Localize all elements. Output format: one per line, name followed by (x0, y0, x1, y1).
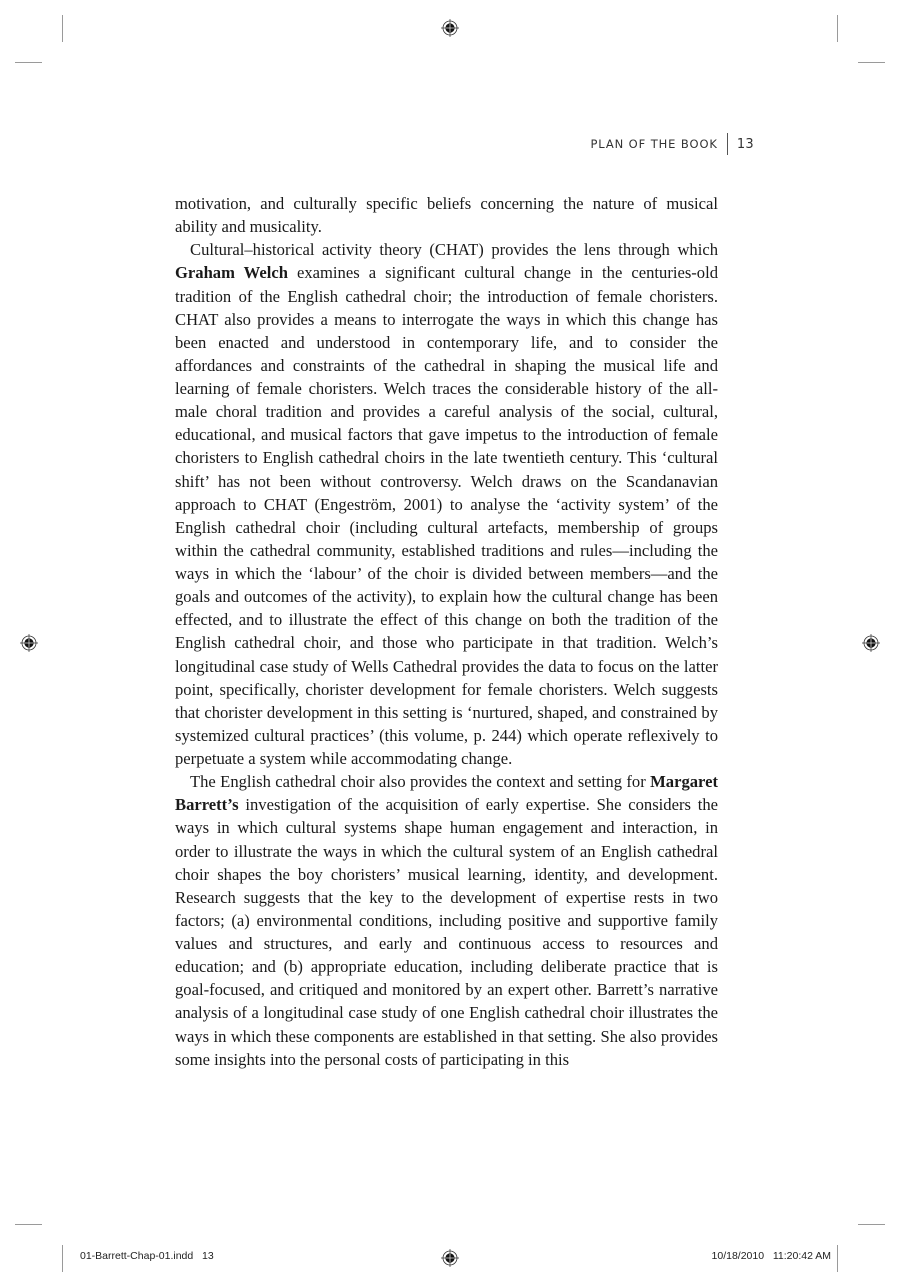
author-name: Margaret Barrett’s (175, 772, 718, 815)
crop-mark-left-bottom (15, 1224, 42, 1225)
running-head-divider (727, 133, 728, 155)
crop-mark-top-left (62, 15, 63, 42)
paragraph-continued (175, 192, 718, 238)
paragraph-text: investigation of the acquisition of early expertise. She considers the ways in which cultural systems shape human engagement and interaction, in order to illustrate the ways in which the cultural system of an English cathedral choir shapes the boy choristers’ musical learning, identity, and development. Research suggests that the key to the development of expertise rests in two factors; (a) environmental conditions, including positive and supportive family values and structures, and early and continuous access to resources and education; and (b) appropriate education, including deliberate practice that is goal-focused, and critiqued and monitored by an expert other. Barrett’s narrative analysis of a longitudinal case study of one English cathedral choir illustrates the ways in which these components are established in that setting. She also provides some insights into the personal costs of participating in this (175, 795, 718, 1069)
body-text (175, 192, 718, 1071)
registration-mark-icon (20, 634, 38, 652)
slug-divider-left (62, 1245, 63, 1272)
crop-mark-left-top (15, 62, 42, 63)
slug-file-name: 01-Barrett-Chap-01.indd 13 (80, 1250, 214, 1262)
registration-mark-icon (441, 1249, 459, 1267)
section-title: PLAN OF THE BOOK (590, 137, 718, 151)
paragraph-text: motivation, and culturally specific beliefs concerning the nature of musical ability and musicality. (175, 194, 718, 237)
crop-mark-bottom-right (837, 1245, 838, 1272)
registration-mark-icon (862, 634, 880, 652)
registration-mark-icon (441, 19, 459, 37)
crop-mark-right-bottom (858, 1224, 885, 1225)
page-number: 13 (736, 136, 754, 152)
crop-mark-right-top (858, 62, 885, 63)
slug-timestamp: 10/18/2010 11:20:42 AM (711, 1250, 831, 1262)
paragraph-welch (175, 238, 718, 770)
crop-mark-top-right (837, 15, 838, 42)
paragraph-text: examines a significant cultural change in the centuries-old tradition of the English cathedral choir; the introduction of female choristers. CHAT also provides a means to interrogate the ways in which this change has been enacted and understood in contemporary life, and to consider the affordances and constraints of the cathedral in shaping the musical life and learning of female choristers. Welch traces the considerable history of the all-male choral tradition and provides a careful analysis of the social, cultural, educational, and musical factors that gave impetus to the introduction of female choristers to English cathedral choirs in the late twentieth century. This ‘cultural shift’ has not been without controversy. Welch draws on the Scandanavian approach to CHAT (Engeström, 2001) to analyse the ‘activity system’ of the English cathedral choir (including cultural artefacts, membership of groups within the cathedral community, established traditions and rules—including the ways in which the ‘labour’ of the choir is divided between members—and the goals and outcomes of the activity), to explain how the cultural change has been effected, and to illustrate the effect of this change on both the tradition of the English cathedral choir, and those who participate in that tradition. Welch’s longitudinal case study of Wells Cathedral provides the data to focus on the latter point, specifically, chorister development for female choristers. Welch suggests that chorister development in this setting is ‘nurtured, shaped, and constrained by systemized cultural practices’ (this volume, p. 244) which operate reflexively to perpetuate a system while accommodating change. (175, 263, 719, 768)
paragraph-barrett (175, 770, 718, 1071)
running-head (590, 133, 754, 155)
paragraph-lead: The English cathedral choir also provides the context and setting for (190, 772, 651, 792)
author-name: Graham Welch (175, 263, 288, 283)
paragraph-lead: Cultural–historical activity theory (CHAT) provides the lens through which (190, 240, 718, 260)
